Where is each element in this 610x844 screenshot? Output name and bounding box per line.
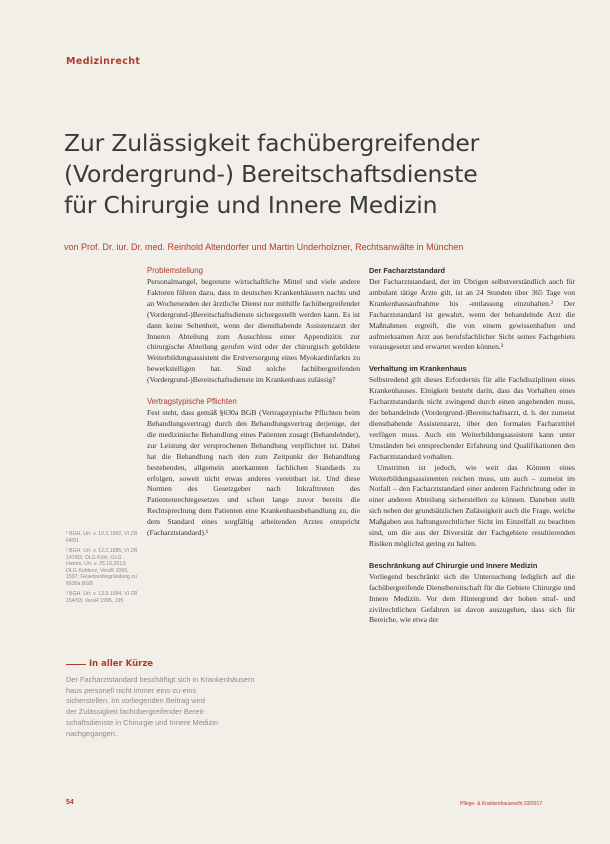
summary-rule bbox=[66, 664, 86, 665]
summary-line-1: Der Facharztstandard beschäftigt sich in Krankenhäusern bbox=[66, 675, 255, 684]
summary-heading bbox=[66, 659, 266, 669]
summary-line-5: schaftsdienste in Chirurgie und Innere Medizin bbox=[66, 717, 219, 727]
haftung-heading: Verhaltung im Krankenhaus bbox=[369, 364, 467, 374]
summary-box bbox=[66, 675, 266, 739]
middle-column bbox=[147, 265, 360, 539]
title-line-2: (Vordergrund-) Bereitschaftsdienste bbox=[64, 160, 478, 188]
limit-paragraph: Vorliegend beschränkt sich die Untersuchung lediglich auf die fachübergreifende Dienstbereitschaft für die Gebiete Chirurgie und Innere Medizin. Vor dem Hintergrund der hohen straf- und zivilrechtlichen Gefahren ist davon auszugehen, dass sich für Bereiche, wie etwa der bbox=[369, 571, 575, 625]
problem-paragraph: Personalmangel, begrenzte wirtschaftliche Mittel und viele andere Faktoren führen dazu, dass in deutschen Krankenhäusern nachts und an Wochenenden der ärztliche Dienst nur mithilfe fachübergreifender (Vordergrund-)Bereitschaftsdienste sichergestellt werden kann. Es ist dann keine Seltenheit, wenn der diensthabende Assistenzarzt der Inneren Abteilung zum Ausschluss einer Appendizitis zur chirurgische Abteilung gerufen wird oder der chirurgisch gebildete Weiterbildungsassistent die Erstversorgung eines Myokardinfarkts zu bewerkstelligen hat. Sind solche fachübergreifenden (Vordergrund-)Bereitschaftsdienste im Krankenhaus zulässig? bbox=[147, 277, 360, 385]
haftung-paragraph: Selbstredend gilt dieses Erfordernis für alle Fachdisziplinen eines Krankenhauses. Einigkeit besteht darin, dass das Vorhalten eines Facharztstandards nicht zwingend durch einen angehenden muss, der behandelnde (Vordergrund-)Bereitschaftsarzt, d. h. der zumeist diensthabende Assistenzarzt, über den formalen Facharzttitel verfügen muss. Auch ein Weiterbildungsassistent kann unter Umständen bei entsprechender Erfahrung und Qualifikationen den Facharztstandard vorhalten. bbox=[369, 375, 575, 461]
summary-heading-text: In aller Kürze bbox=[89, 659, 154, 669]
page-number: 54 bbox=[66, 799, 74, 806]
haftung-paragraph-2: Umstritten ist jedoch, wie weit das Können eines Weiterbildungsassistenten reichen muss, um auch – zumeist im Notfall – den Facharztstandard einer anderen Fachrichtung oder in einer anderen Abteilung sicherstellen zu können. Daneben stellt sich neben der grundsätzlichen Zulässigkeit auch die Frage, welche Maßgaben aus haftungsrechtlicher Sicht im Einzelfall zu beachten sind, um die aus der Diversität der Fachgebiete resultierenden Risiken möglichst gering zu halten. bbox=[369, 462, 575, 548]
journal-footer: Pflege- & Krankenhausrecht 03/2017 bbox=[460, 801, 542, 807]
contract-paragraph: Fest steht, dass gemäß §630a BGB (Vertragstypische Pflichten beim Behandlungsvertrag) durch den Behandlungsvertrag derjenige, der die medizinische Behandlung eines Patienten zusagt (Behandelnder), zur Leistung der versprochenen Behandlung verpflichtet ist. Dabei hat die Behandlung nach den zum Zeitpunkt der Behandlung bestehenden, allgemein anerkannten fachlichen Standards zu erfolgen, soweit nicht etwas anderes vereinbart ist. Und diese Normen des Gesetzgeber nach Inkrafttreten des Patientenrechtegesetzes und schon lange zuvor bereits die Rechtsprechung dem Patienten eine Krankenhausbehandlung zu, die dem Standard eines sorgfältig arbeitenden Arztes entspricht (Facharztstandard).¹ bbox=[147, 408, 360, 538]
summary-line-3: sicherstellen. Im vorliegenden Beitrag wird bbox=[66, 696, 205, 706]
title-line-1: Zur Zulässigkeit fachübergreifender bbox=[64, 129, 480, 157]
footnote-2: ² BGH, Urt. v. 12.2.1985, VI ZR 147/83; OLG Köln, OLG Hamm, Urt. v. 25.10.2013; OLG Koblenz, VersR 2000, 1507; Gesetzesbegründung zu §630a BGB bbox=[66, 548, 138, 587]
footnote-1: ¹ BGH, Urt. v. 10.3.1992, VI ZR 64/91 bbox=[66, 531, 138, 544]
section-label: Medizinrecht bbox=[66, 56, 141, 67]
problem-heading: Problemstellung bbox=[147, 266, 203, 275]
summary-line-2: haus personell nicht immer eins-zu-eins bbox=[66, 685, 197, 695]
facharzt-heading: Der Facharztstandard bbox=[369, 266, 445, 275]
author-byline: von Prof. Dr. iur. Dr. med. Reinhold Altendorfer und Martin Underholzner, Rechtsanwälte in München bbox=[64, 242, 464, 252]
summary-line-6: nachgegangen. bbox=[66, 728, 117, 738]
facharzt-paragraph: Der Facharztstandard, der im Übrigen selbstverständlich auch für ambulant tätige Ärzte gilt, ist an 24 Stunden über 365 Tage von Krankenhausaufnahme bis -entlassung einzuhalten.² Der Facharztstandard ist gewahrt, wenn der behandelnde Arzt die Maßnahmen ergreift, die von einem gewissenhaften und aufmerksamen Arzt aus berufsfachlicher Sicht seines Fachgebiets vorausgesetzt und erwartet werden können.³ bbox=[369, 277, 575, 352]
right-column bbox=[369, 265, 575, 626]
margin-footnotes bbox=[66, 531, 138, 608]
summary-line-4: der Zulässigkeit fachübergreifender Bereit- bbox=[66, 707, 206, 717]
footnote-3: ³ BGH, Urt. v. 13.9.1994, VI ZR 154/93; VersR 1995, 195 bbox=[66, 591, 138, 604]
contract-heading: Vertragstypische Pflichten bbox=[147, 397, 237, 407]
title-line-3: für Chirurgie und Innere Medizin bbox=[64, 191, 438, 219]
article-title bbox=[64, 128, 584, 221]
limit-heading: Beschränkung auf Chirurgie und Innere Medizin bbox=[369, 560, 538, 570]
